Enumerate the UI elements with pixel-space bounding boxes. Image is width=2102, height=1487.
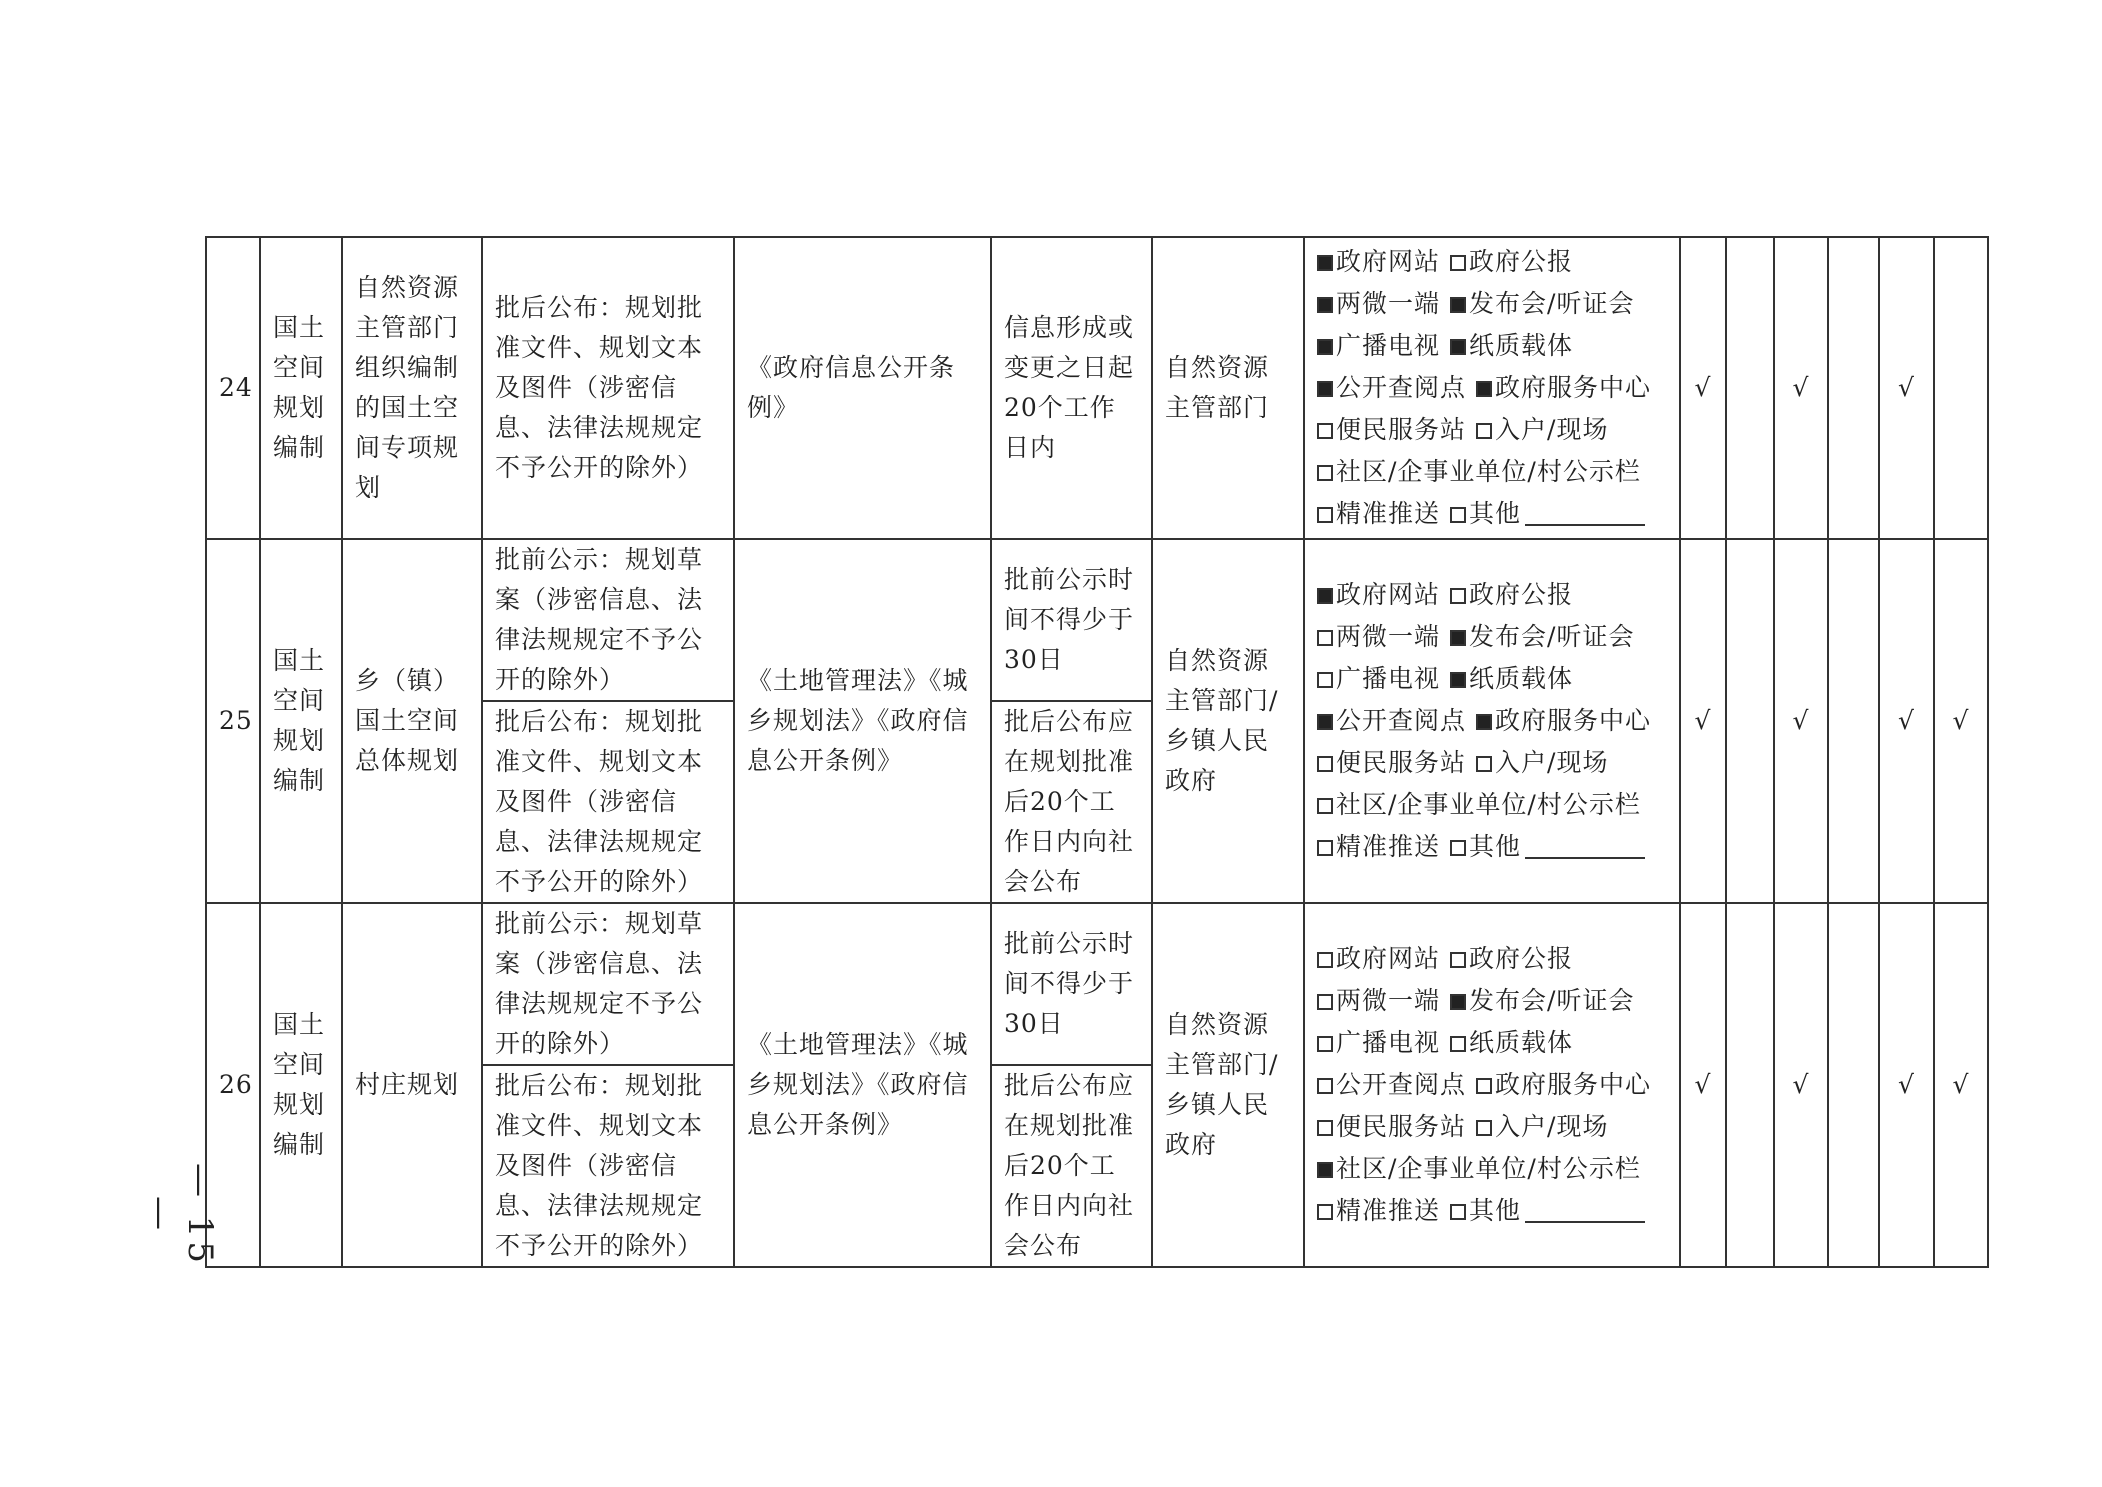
channel-label: 精准推送 [1336, 1196, 1441, 1225]
unchecked-box-icon [1317, 1204, 1333, 1220]
unchecked-box-icon [1476, 1120, 1492, 1136]
channel-option [1450, 283, 1634, 325]
channel-option [1476, 742, 1608, 784]
category-cell: 国土空间规划编制 [260, 539, 342, 903]
channel-option [1317, 493, 1440, 535]
channel-label: 政府网站 [1336, 944, 1441, 973]
unchecked-box-icon [1317, 630, 1333, 646]
channel-line [1317, 325, 1667, 367]
channel-option [1450, 1190, 1645, 1232]
channel-option [1317, 367, 1466, 409]
channel-label: 入户/现场 [1495, 1112, 1609, 1141]
checked-box-icon [1450, 630, 1466, 646]
channel-label: 两微一端 [1336, 622, 1441, 651]
disclosure-table [205, 236, 1989, 1268]
unchecked-box-icon [1317, 1036, 1333, 1052]
table-row-24 [206, 237, 1988, 539]
channel-label: 公开查阅点 [1336, 1070, 1467, 1099]
channel-line [1317, 241, 1667, 283]
channel-option [1317, 616, 1440, 658]
row-number: 25 [206, 539, 260, 903]
channel-option [1476, 1064, 1651, 1106]
channel-option [1476, 1106, 1608, 1148]
subject-cell: 自然资源主管部门 [1152, 237, 1304, 539]
channel-label: 公开查阅点 [1336, 706, 1467, 735]
channel-label: 便民服务站 [1336, 415, 1467, 444]
basis-cell: 《土地管理法》《城乡规划法》《政府信息公开条例》 [734, 539, 991, 903]
row-number: 24 [206, 237, 260, 539]
check-cell: √ [1680, 903, 1726, 1267]
channel-label: 广播电视 [1336, 331, 1441, 360]
channel-option [1317, 826, 1440, 868]
page-number-text: — 15 — [140, 1162, 220, 1268]
check-cell: √ [1879, 237, 1934, 539]
unchecked-box-icon [1450, 255, 1466, 271]
unchecked-box-icon [1476, 423, 1492, 439]
channel-label: 纸质载体 [1469, 331, 1574, 360]
channel-option [1476, 700, 1651, 742]
content-cell: 批前公示：规划草案（涉密信息、法律法规规定不予公开的除外） [482, 539, 734, 701]
channel-option [1476, 367, 1651, 409]
unchecked-box-icon [1450, 1036, 1466, 1052]
channel-option [1317, 241, 1440, 283]
channel-label: 广播电视 [1336, 1028, 1441, 1057]
channel-option [1450, 658, 1573, 700]
channel-option [1317, 1064, 1466, 1106]
time-cell: 批后公布应在规划批准后20个工作日内向社会公布 [991, 1065, 1152, 1267]
fill-blank-line [1525, 1220, 1645, 1223]
channel-line [1317, 367, 1667, 409]
channel-label: 社区/企事业单位/村公示栏 [1336, 1154, 1641, 1183]
channel-option [1317, 451, 1641, 493]
check-cell: √ [1879, 539, 1934, 903]
channel-option [1476, 409, 1608, 451]
channel-option [1450, 1022, 1573, 1064]
time-cell: 批前公示时间不得少于30日 [991, 539, 1152, 701]
channel-label: 政府服务中心 [1495, 373, 1652, 402]
channel-line [1317, 283, 1667, 325]
checked-box-icon [1317, 714, 1333, 730]
unchecked-box-icon [1317, 672, 1333, 688]
checked-box-icon [1317, 588, 1333, 604]
channel-option [1450, 574, 1573, 616]
channel-line [1317, 980, 1667, 1022]
unchecked-box-icon [1450, 952, 1466, 968]
channel-label: 政府服务中心 [1495, 1070, 1652, 1099]
unchecked-box-icon [1450, 588, 1466, 604]
check-cell [1934, 237, 1988, 539]
check-cell [1726, 539, 1774, 903]
time-cell: 批前公示时间不得少于30日 [991, 903, 1152, 1065]
check-cell [1828, 903, 1879, 1267]
item-cell: 乡（镇）国土空间总体规划 [342, 539, 482, 903]
channel-option [1317, 283, 1440, 325]
unchecked-box-icon [1317, 423, 1333, 439]
check-cell: √ [1774, 539, 1828, 903]
channel-option [1450, 938, 1573, 980]
checked-box-icon [1450, 672, 1466, 688]
basis-cell: 《土地管理法》《城乡规划法》《政府信息公开条例》 [734, 903, 991, 1267]
unchecked-box-icon [1317, 994, 1333, 1010]
content-cell: 批后公布：规划批准文件、规划文本及图件（涉密信息、法律法规规定不予公开的除外） [482, 701, 734, 903]
channel-option [1317, 1106, 1466, 1148]
checked-box-icon [1450, 297, 1466, 313]
unchecked-box-icon [1476, 1078, 1492, 1094]
item-cell: 自然资源主管部门组织编制的国土空间专项规划 [342, 237, 482, 539]
channel-option [1450, 980, 1634, 1022]
channel-label: 其他 [1469, 1196, 1522, 1225]
channel-line [1317, 700, 1667, 742]
channel-label: 入户/现场 [1495, 748, 1609, 777]
basis-cell: 《政府信息公开条例》 [734, 237, 991, 539]
unchecked-box-icon [1317, 952, 1333, 968]
channel-label: 政府公报 [1469, 580, 1574, 609]
time-cell: 信息形成或变更之日起20个工作日内 [991, 237, 1152, 539]
category-cell: 国土空间规划编制 [260, 237, 342, 539]
channel-option [1450, 826, 1645, 868]
channel-option [1450, 325, 1573, 367]
channel-label: 其他 [1469, 499, 1522, 528]
channel-option [1450, 616, 1634, 658]
channel-option [1317, 574, 1440, 616]
channel-label: 纸质载体 [1469, 664, 1574, 693]
channel-option [1450, 493, 1645, 535]
check-cell: √ [1680, 539, 1726, 903]
checked-box-icon [1450, 339, 1466, 355]
channel-line [1317, 826, 1667, 868]
unchecked-box-icon [1317, 798, 1333, 814]
channel-label: 社区/企事业单位/村公示栏 [1336, 790, 1641, 819]
channel-label: 发布会/听证会 [1469, 986, 1635, 1015]
checked-box-icon [1476, 381, 1492, 397]
channel-label: 政府网站 [1336, 580, 1441, 609]
channel-line [1317, 451, 1667, 493]
channel-option [1317, 742, 1466, 784]
channel-label: 政府公报 [1469, 944, 1574, 973]
unchecked-box-icon [1317, 465, 1333, 481]
channel-label: 两微一端 [1336, 986, 1441, 1015]
check-cell: √ [1774, 237, 1828, 539]
channel-option [1317, 1148, 1641, 1190]
unchecked-box-icon [1317, 507, 1333, 523]
channel-option [1317, 658, 1440, 700]
unchecked-box-icon [1476, 756, 1492, 772]
channel-line [1317, 938, 1667, 980]
channel-label: 便民服务站 [1336, 1112, 1467, 1141]
content-cell: 批后公布：规划批准文件、规划文本及图件（涉密信息、法律法规规定不予公开的除外） [482, 1065, 734, 1267]
subject-cell: 自然资源主管部门/乡镇人民政府 [1152, 539, 1304, 903]
checked-box-icon [1317, 255, 1333, 271]
channel-option [1317, 938, 1440, 980]
checked-box-icon [1476, 714, 1492, 730]
unchecked-box-icon [1317, 840, 1333, 856]
channel-label: 广播电视 [1336, 664, 1441, 693]
check-cell: √ [1774, 903, 1828, 1267]
check-cell: √ [1934, 539, 1988, 903]
channel-line [1317, 1022, 1667, 1064]
channel-line [1317, 1106, 1667, 1148]
checked-box-icon [1317, 1162, 1333, 1178]
unchecked-box-icon [1450, 840, 1466, 856]
channel-option [1317, 980, 1440, 1022]
channels-cell [1304, 539, 1680, 903]
fill-blank-line [1525, 523, 1645, 526]
check-cell: √ [1934, 903, 1988, 1267]
checked-box-icon [1317, 339, 1333, 355]
channel-label: 精准推送 [1336, 499, 1441, 528]
row-number: 26 [206, 903, 260, 1267]
table-row-25 [206, 539, 1988, 701]
unchecked-box-icon [1317, 1078, 1333, 1094]
check-cell [1828, 237, 1879, 539]
content-cell: 批后公布：规划批准文件、规划文本及图件（涉密信息、法律法规规定不予公开的除外） [482, 237, 734, 539]
channel-label: 公开查阅点 [1336, 373, 1467, 402]
channel-label: 发布会/听证会 [1469, 622, 1635, 651]
check-cell: √ [1680, 237, 1726, 539]
channel-line [1317, 616, 1667, 658]
channel-line [1317, 574, 1667, 616]
channel-line [1317, 658, 1667, 700]
channel-option [1317, 1190, 1440, 1232]
channel-option [1450, 241, 1573, 283]
checked-box-icon [1317, 297, 1333, 313]
channel-label: 便民服务站 [1336, 748, 1467, 777]
channel-label: 入户/现场 [1495, 415, 1609, 444]
content-cell: 批前公示：规划草案（涉密信息、法律法规规定不予公开的除外） [482, 903, 734, 1065]
channel-option [1317, 409, 1466, 451]
channel-line [1317, 1064, 1667, 1106]
check-cell [1726, 237, 1774, 539]
channel-line [1317, 409, 1667, 451]
channels-cell [1304, 237, 1680, 539]
check-cell [1726, 903, 1774, 1267]
channel-label: 其他 [1469, 832, 1522, 861]
category-cell: 国土空间规划编制 [260, 903, 342, 1267]
channel-option [1317, 784, 1641, 826]
channel-label: 两微一端 [1336, 289, 1441, 318]
unchecked-box-icon [1317, 1120, 1333, 1136]
channel-label: 政府公报 [1469, 247, 1574, 276]
channel-label: 发布会/听证会 [1469, 289, 1635, 318]
checked-box-icon [1450, 994, 1466, 1010]
subject-cell: 自然资源主管部门/乡镇人民政府 [1152, 903, 1304, 1267]
item-cell: 村庄规划 [342, 903, 482, 1267]
checked-box-icon [1317, 381, 1333, 397]
channel-label: 政府服务中心 [1495, 706, 1652, 735]
channel-line [1317, 493, 1667, 535]
channel-label: 纸质载体 [1469, 1028, 1574, 1057]
check-cell: √ [1879, 903, 1934, 1267]
unchecked-box-icon [1450, 507, 1466, 523]
channel-line [1317, 1190, 1667, 1232]
channel-label: 精准推送 [1336, 832, 1441, 861]
channel-line [1317, 1148, 1667, 1190]
channel-option [1317, 325, 1440, 367]
channels-cell [1304, 903, 1680, 1267]
channel-line [1317, 784, 1667, 826]
channel-option [1317, 700, 1466, 742]
unchecked-box-icon [1450, 1204, 1466, 1220]
time-cell: 批后公布应在规划批准后20个工作日内向社会公布 [991, 701, 1152, 903]
unchecked-box-icon [1317, 756, 1333, 772]
channel-label: 政府网站 [1336, 247, 1441, 276]
fill-blank-line [1525, 856, 1645, 859]
page-number [140, 1130, 220, 1270]
channel-label: 社区/企事业单位/村公示栏 [1336, 457, 1641, 486]
check-cell [1828, 539, 1879, 903]
channel-line [1317, 742, 1667, 784]
table-row-26 [206, 903, 1988, 1065]
channel-option [1317, 1022, 1440, 1064]
